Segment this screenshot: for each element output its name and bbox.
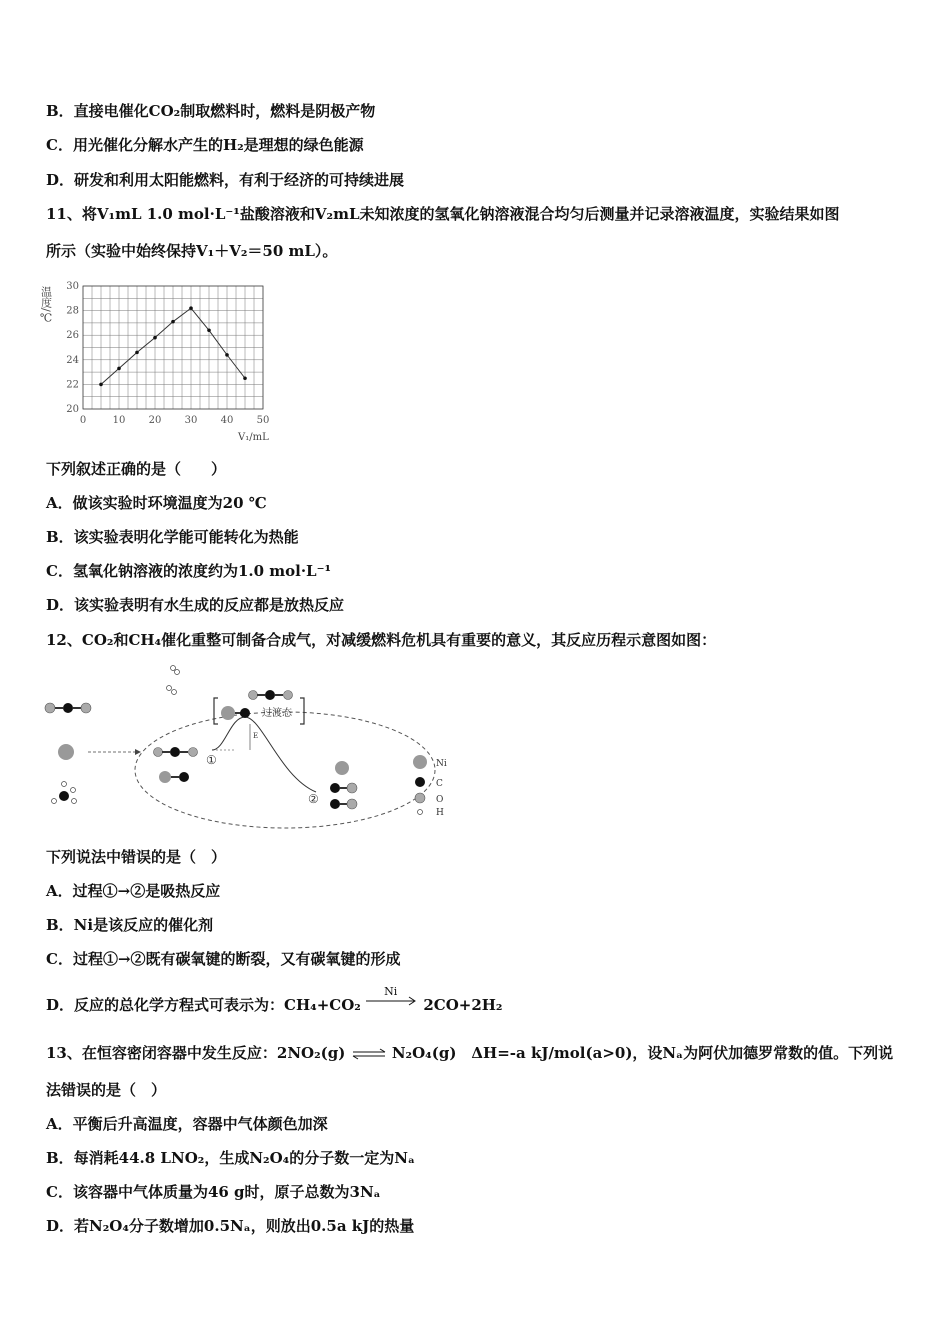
transition-state-label: 过渡态 (262, 708, 292, 719)
legend-o-label: O (436, 795, 444, 805)
catalyst-label: Ni (384, 985, 398, 998)
data-point (225, 353, 229, 357)
x-tick-label: 50 (256, 415, 270, 426)
catalyst-ellipse (135, 712, 435, 828)
q11-prompt: 下列叙述正确的是（ ） (46, 460, 227, 478)
legend-o-icon (415, 793, 425, 803)
step1-label: ① (206, 753, 217, 767)
legend (413, 755, 447, 818)
data-point (135, 351, 139, 355)
x-tick-label: 40 (220, 415, 234, 426)
transition-co2-icon (249, 690, 293, 700)
equilibrium-arrow-icon (351, 1048, 387, 1060)
q13-option-b: B．每消耗44.8 LNO₂，生成N₂O₄的分子数一定为Nₐ (46, 1149, 415, 1167)
q11-option-c: C．氢氧化钠溶液的浓度约为1.0 mol·L⁻¹ (46, 562, 332, 580)
step2-label: ② (308, 792, 319, 806)
energy-curve (212, 717, 316, 792)
q13-stem-prefix: 13、在恒容密闭容器中发生反应：2NO₂(g) (46, 1044, 346, 1062)
temperature-chart (40, 276, 290, 446)
data-point (207, 328, 211, 332)
data-point (189, 306, 193, 310)
legend-h-label: H (436, 808, 444, 818)
e-label: E (253, 732, 259, 740)
q12-option-c: C．过程①→②既有碳氧键的断裂，又有碳氧键的形成 (46, 950, 401, 968)
q12-option-b: B．Ni是该反应的催化剂 (46, 916, 214, 934)
x-tick-label: 10 (112, 415, 126, 426)
q12-option-a: A．过程①→②是吸热反应 (46, 882, 221, 900)
reaction-mechanism-diagram (40, 662, 470, 832)
reaction-arrow-icon (366, 995, 418, 1007)
q13-stem-line1 (46, 1043, 893, 1063)
ni-atom-icon (58, 744, 74, 760)
q11-stem-line2: 所示（实验中始终保持V₁＋V₂＝50 mL）。 (46, 242, 338, 260)
co2-molecule-icon (45, 703, 91, 713)
transition-state-box (214, 698, 304, 724)
q10-option-c: C．用光催化分解水产生的H₂是理想的绿色能源 (46, 136, 364, 154)
legend-ni-label: Ni (436, 759, 447, 769)
legend-c-label: C (436, 779, 443, 789)
ch4-molecule-icon (52, 782, 77, 804)
adsorbed-co2-icon (154, 747, 198, 757)
legend-ni-icon (413, 755, 427, 769)
data-point (171, 320, 175, 324)
y-axis-label: 温度/℃ (40, 286, 53, 325)
y-tick-label: 20 (66, 404, 79, 415)
x-tick-label: 20 (148, 415, 162, 426)
adsorbed-ni-c-icon (159, 771, 189, 783)
chart-axes (66, 281, 269, 426)
catalyst-arrow (366, 985, 418, 1015)
q13-stem-line2: 法错误的是（ ） (46, 1081, 167, 1099)
q10-option-d: D．研发和利用太阳能燃料，有利于经济的可持续进展 (46, 171, 405, 189)
x-axis-label: V₁/mL (238, 432, 269, 443)
x-tick-label: 0 (79, 415, 87, 426)
y-tick-label: 28 (66, 305, 79, 317)
y-tick-label: 24 (66, 354, 79, 366)
legend-h-icon (418, 810, 423, 815)
y-tick-label: 26 (66, 330, 79, 342)
co-molecules-icon (330, 783, 357, 809)
x-tick-label: 30 (184, 415, 198, 426)
q10-option-b: B．直接电催化CO₂制取燃料时，燃料是阴极产物 (46, 102, 376, 120)
q13-stem-suffix: N₂O₄(g) ΔH=-a kJ/mol(a>0)，设Nₐ为阿伏加德罗常数的值。下列说 (391, 1044, 894, 1062)
q12-option-d-suffix: 2CO+2H₂ (423, 996, 503, 1014)
q12-prompt: 下列说法中错误的是（ ） (46, 848, 227, 866)
data-point (117, 367, 121, 371)
q11-option-d: D．该实验表明有水生成的反应都是放热反应 (46, 596, 345, 614)
q12-stem: 12、CO₂和CH₄催化重整可制备合成气，对减缓燃料危机具有重要的意义，其反应历程示意图如图： (46, 631, 717, 649)
q12-option-d-prefix: D．反应的总化学方程式可表示为：CH₄+CO₂ (46, 996, 361, 1014)
arrow-head-icon (135, 749, 141, 755)
q11-option-b: B．该实验表明化学能可能转化为热能 (46, 528, 299, 546)
q13-option-d: D．若N₂O₄分子数增加0.5Nₐ，则放出0.5a kJ的热量 (46, 1217, 415, 1235)
product-ni-icon (335, 761, 349, 775)
data-point (153, 336, 157, 340)
h2-molecule-icon (167, 666, 180, 695)
q11-option-a: A．做该实验时环境温度为20 ℃ (46, 494, 267, 512)
q11-stem-line1: 11、将V₁mL 1.0 mol·L⁻¹盐酸溶液和V₂mL未知浓度的氢氧化钠溶液混合均匀后测量并记录溶液温度，实验结果如图 (46, 205, 840, 223)
y-tick-label: 30 (66, 281, 79, 292)
q13-option-a: A．平衡后升高温度，容器中气体颜色加深 (46, 1115, 328, 1133)
data-point (99, 383, 103, 387)
data-point (243, 376, 247, 380)
q12-option-d (46, 985, 503, 1015)
legend-c-icon (415, 777, 425, 787)
y-tick-label: 22 (66, 379, 79, 391)
chart-grid (83, 286, 263, 409)
q13-option-c: C．该容器中气体质量为46 g时，原子总数为3Nₐ (46, 1183, 381, 1201)
